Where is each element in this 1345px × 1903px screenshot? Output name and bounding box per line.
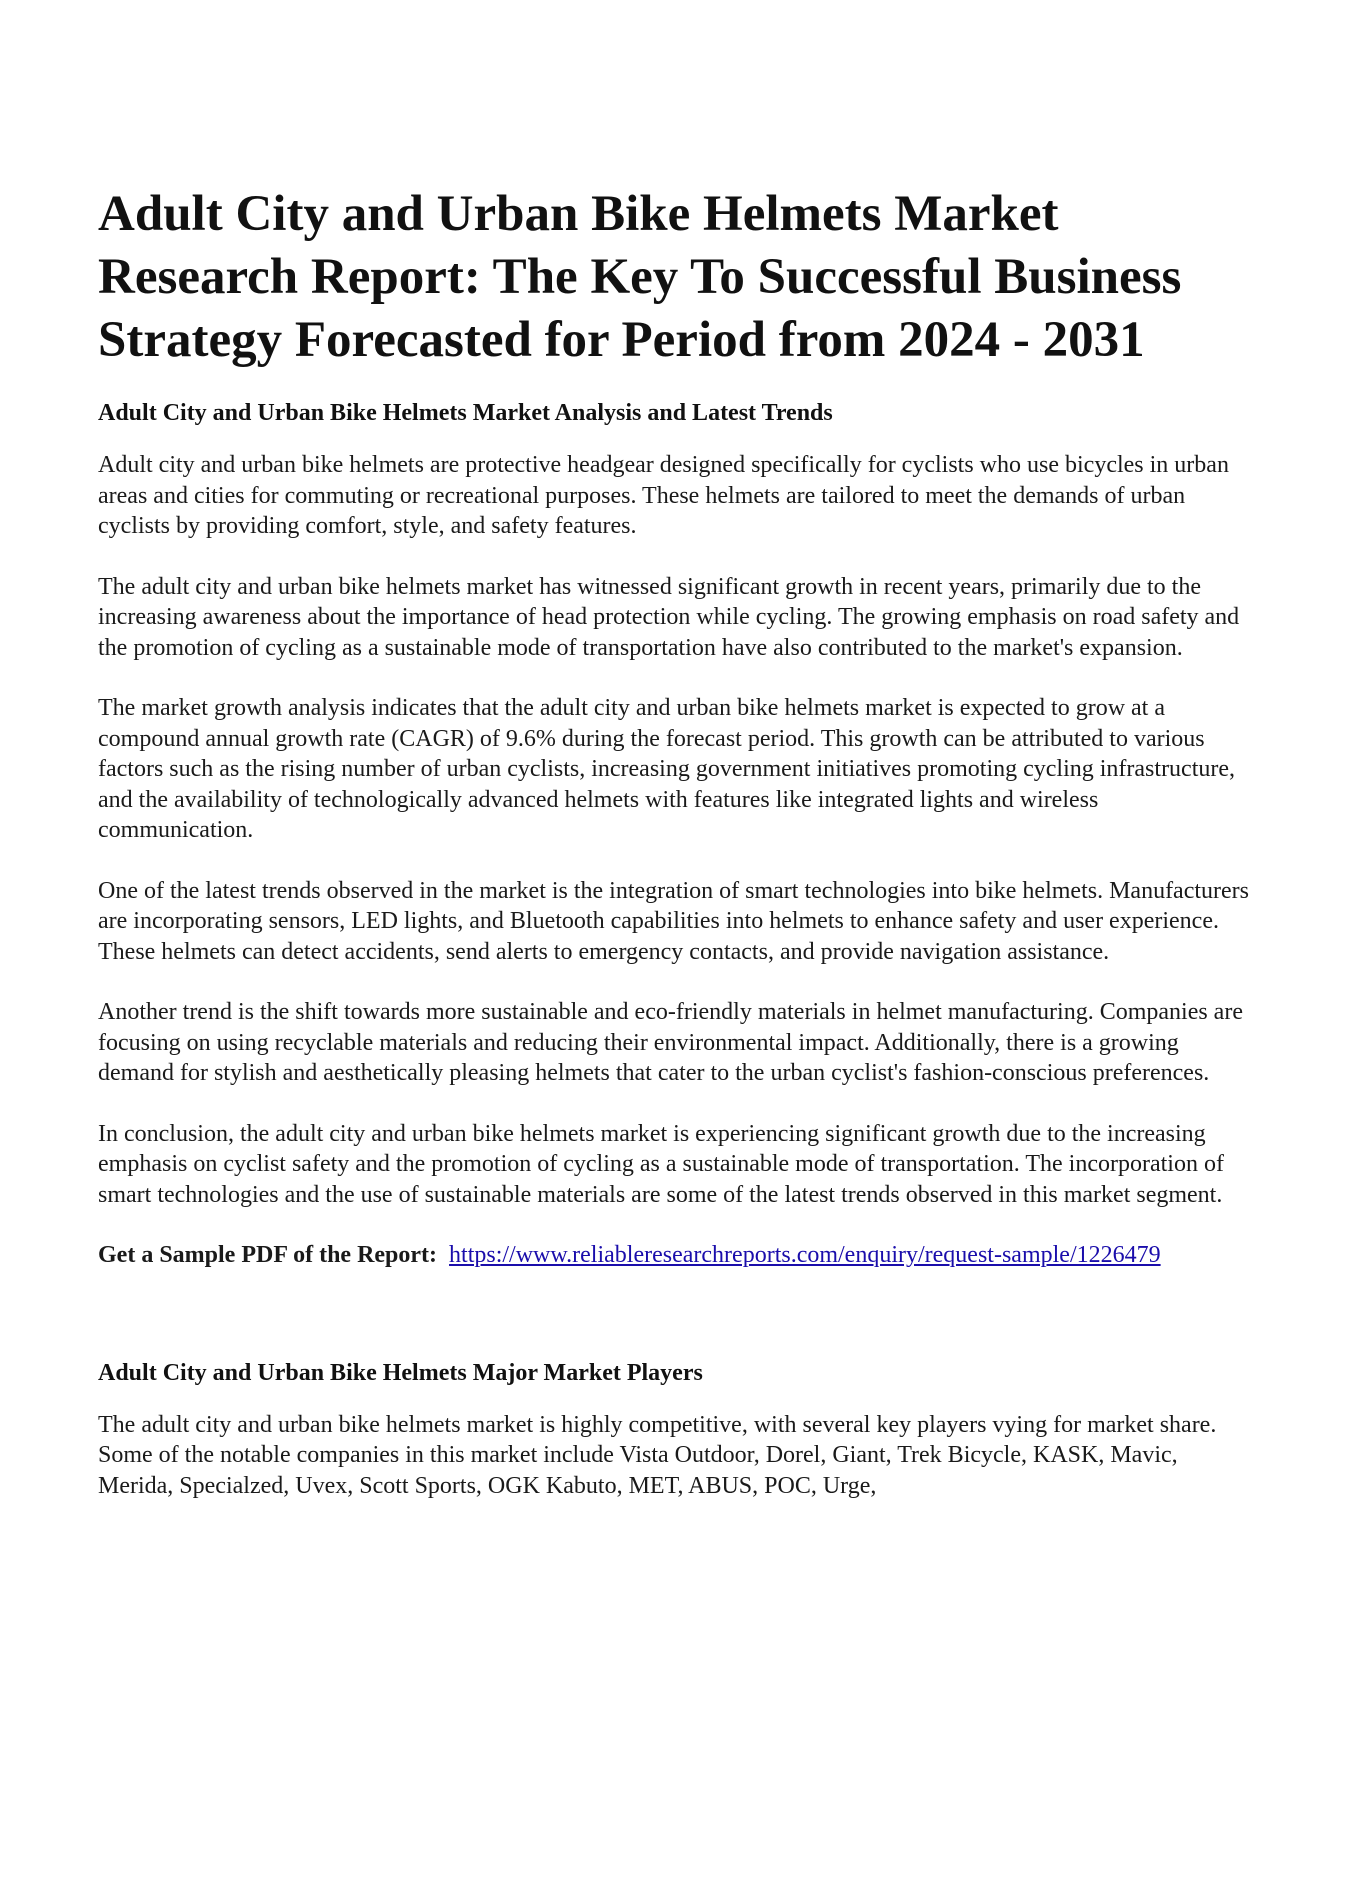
report-title: Adult City and Urban Bike Helmets Market Research Report: The Key To Successful Business Strategy Forecasted for Period from 2024 - 2031	[98, 186, 1182, 368]
sample-pdf-link[interactable]: https://www.reliableresearchreports.com/enquiry/request-sample/1226479	[449, 1242, 1161, 1268]
section-heading-players: Adult City and Urban Bike Helmets Major Market Players	[98, 1359, 703, 1386]
section-heading-analysis: Adult City and Urban Bike Helmets Market Analysis and Latest Trends	[98, 400, 833, 426]
section-spacer	[98, 1271, 1258, 1358]
paragraph: In conclusion, the adult city and urban bike helmets market is experiencing significant growth due to the increasing emphasis on cyclist safety and the promotion of cycling as a sustainable mode of transportation. The incorporation of smart technologies and the use of sustainable materials are some of the latest trends observed in this market segment.	[98, 1120, 1224, 1208]
paragraph: One of the latest trends observed in the market is the integration of smart technologies into bike helmets. Manufacturers are incorporating sensors, LED lights, and Bluetooth capabilities into helmets to enhance safety and user experience. These helmets can detect accidents, send alerts to emergency contacts, and provide navigation assistance.	[98, 877, 1250, 965]
sample-pdf-line	[98, 1240, 1258, 1271]
document-page	[98, 183, 1258, 1531]
paragraph: Another trend is the shift towards more sustainable and eco-friendly materials in helmet manufacturing. Companies are focusing on using recyclable materials and reducing their environmental impact. Additionally, there is a growing demand for stylish and aesthetically pleasing helmets that cater to the urban cyclist's fashion-conscious preferences.	[98, 999, 1243, 1086]
paragraph: The adult city and urban bike helmets market is highly competitive, with several key players vying for market share. Some of the notable companies in this market include Vista Outdoor, Dorel, Giant, Trek Bicycle, KASK, Mavic, Merida, Specialzed, Uvex, Scott Sports, OGK Kabuto, MET, ABUS, POC, Urge,	[98, 1411, 1217, 1499]
paragraph: The adult city and urban bike helmets market has witnessed significant growth in recent years, primarily due to the increasing awareness about the importance of head protection while cycling. The growing emphasis on road safety and the promotion of cycling as a sustainable mode of transportation have also contributed to the market's expansion.	[98, 573, 1240, 661]
paragraph: The market growth analysis indicates that the adult city and urban bike helmets market is expected to grow at a compound annual growth rate (CAGR) of 9.6% during the forecast period. This growth can be attributed to various factors such as the rising number of urban cyclists, increasing government initiatives promoting cycling infrastructure, and the availability of technologically advanced helmets with features like integrated lights and wireless communication.	[98, 695, 1236, 843]
paragraph: Adult city and urban bike helmets are protective headgear designed specifically for cyclists who use bicycles in urban areas and cities for commuting or recreational purposes. These helmets are tailored to meet the demands of urban cyclists by providing comfort, style, and safety features.	[98, 452, 1229, 539]
sample-pdf-label: Get a Sample PDF of the Report:	[98, 1242, 438, 1268]
